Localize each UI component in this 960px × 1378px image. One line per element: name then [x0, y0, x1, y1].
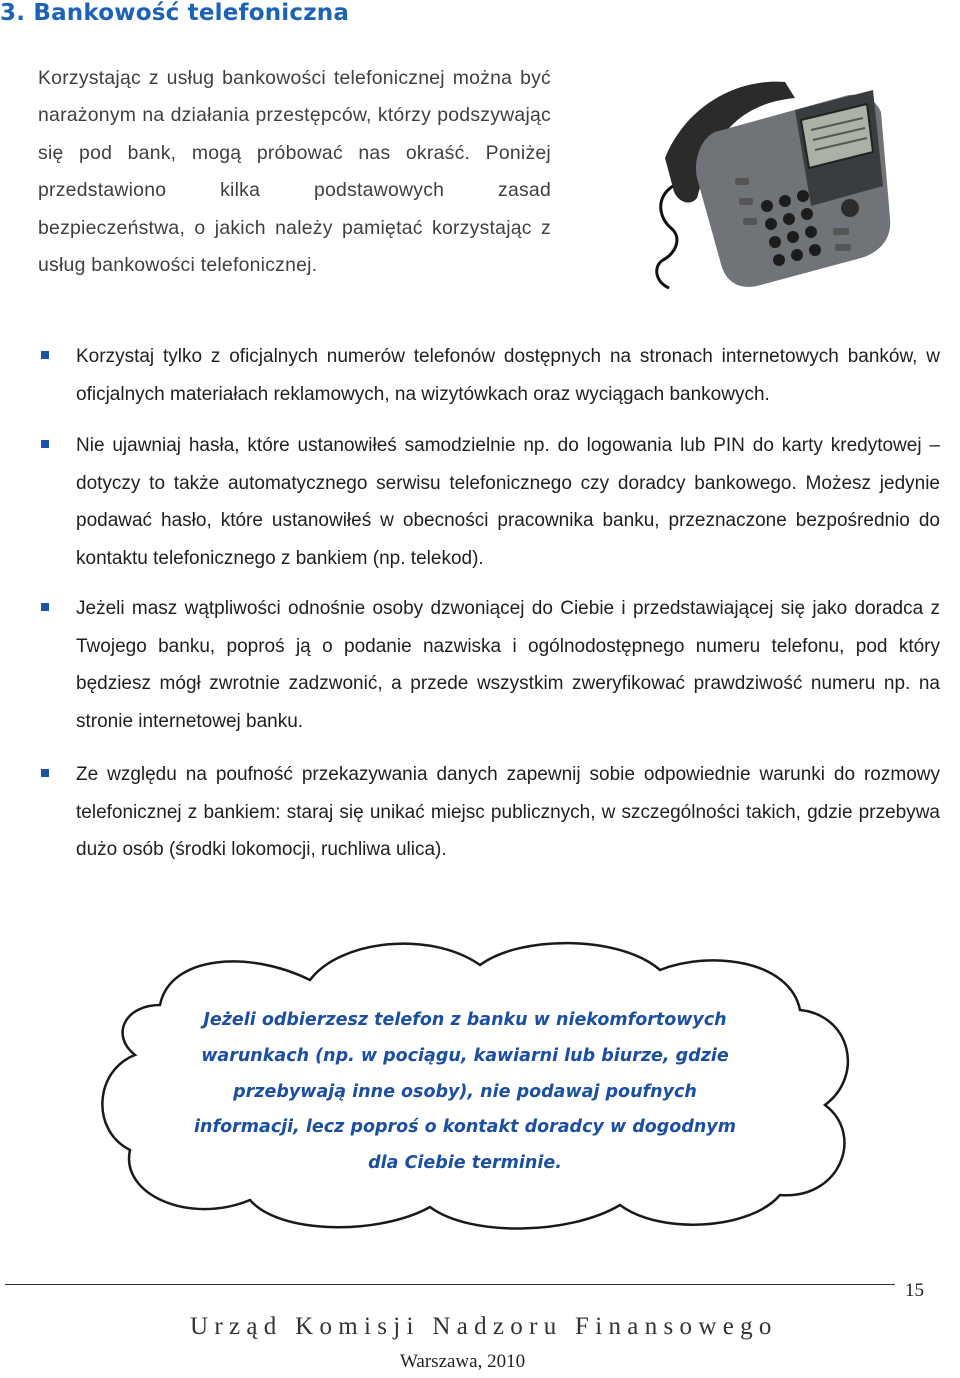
list-item: Nie ujawniaj hasła, które ustanowiłeś samodzielnie np. do logowania lub PIN do karty kredytowej – dotyczy to także automatycznego serwisu telefonicznego czy doradcy bankowego. Możesz jedynie podawać hasło, które ustanowiłeś w obecności pracownika banku, przeznaczone bezpośrednio do kontaktu telefonicznego z bankiem (np. telekod).: [38, 427, 940, 577]
page-number: 15: [905, 1280, 924, 1301]
desk-phone-icon: [645, 68, 895, 294]
list-item: Jeżeli masz wątpliwości odnośnie osoby dzwoniącej do Ciebie i przedstawiającej się jako doradca z Twojego banku, poproś ją o podanie nazwiska i ogólnodostępnego numeru telefonu, pod który będziesz mógł zwrotnie zadzwonić, a przede wszystkim zweryfikować prawdziwość numeru np. na stronie internetowej banku.: [38, 590, 940, 740]
square-bullet-icon: [41, 351, 49, 359]
intro-paragraph: Korzystając z usług bankowości telefonicznej można być narażonym na działania przestępców, którzy podszywając się pod bank, mogą próbować nas okraść. Poniżej przedstawiono kilka podstawowych zasad bezpieczeństwa, o jakich należy pamiętać korzystając z usług bankowości telefonicznej.: [38, 67, 551, 277]
callout-text: Jeżeli odbierzesz telefon z banku w niekomfortowych warunkach (np. w pociągu, kawiarni lub biurze, gdzie przebywają inne osoby), nie podawaj poufnych informacji, lecz poproś o kontakt doradcy w dogodnym dla Ciebie terminie.: [194, 1010, 736, 1174]
footer-office-name: Urząd Komisji Nadzoru Finansowego: [190, 1313, 778, 1340]
section-heading: 3. Bankowość telefoniczna: [0, 0, 350, 26]
list-item: Korzystaj tylko z oficjalnych numerów telefonów dostępnych na stronach internetowych banków, w oficjalnych materiałach reklamowych, na wizytówkach oraz wyciągach bankowych.: [38, 338, 940, 413]
security-rules-list: [38, 338, 940, 869]
footer-divider: [5, 1284, 895, 1285]
square-bullet-icon: [41, 603, 49, 611]
square-bullet-icon: [41, 769, 49, 777]
footer-place-year: Warszawa, 2010: [400, 1351, 526, 1372]
list-item: Ze względu na poufność przekazywania danych zapewnij sobie odpowiednie warunki do rozmowy telefonicznej z bankiem: staraj się unikać miejsc publicznych, w szczególności takich, gdzie przebywa dużo osób (środki lokomocji, ruchliwa ulica).: [38, 756, 940, 869]
square-bullet-icon: [41, 440, 49, 448]
